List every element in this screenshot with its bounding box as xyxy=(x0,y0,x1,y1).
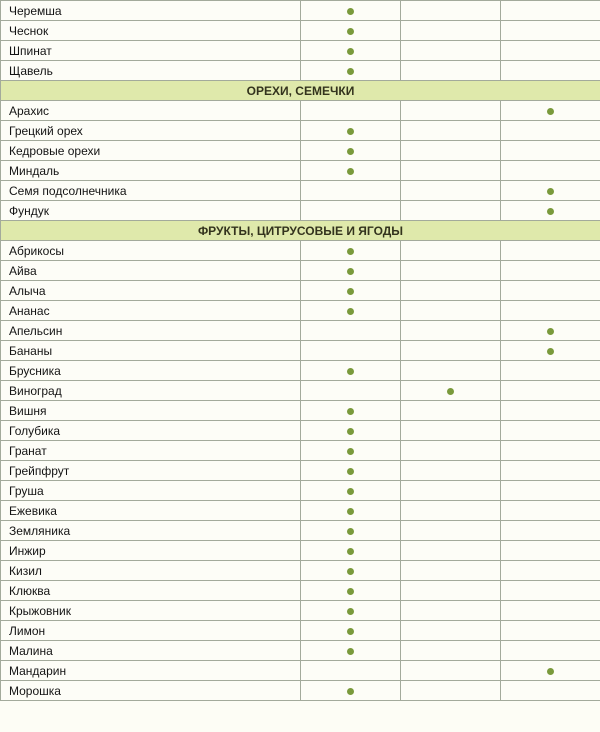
food-name: Земляника xyxy=(1,521,301,541)
food-table-body xyxy=(1,1,600,701)
table-row xyxy=(1,301,600,321)
food-name: Шпинат xyxy=(1,41,301,61)
table-row xyxy=(1,521,600,541)
dot-cell-2 xyxy=(401,321,501,341)
dot-cell-2 xyxy=(401,621,501,641)
dot-cell-3 xyxy=(501,41,600,61)
food-name: Алыча xyxy=(1,281,301,301)
table-row xyxy=(1,641,600,661)
dot-cell-3 xyxy=(501,241,600,261)
dot-icon xyxy=(547,328,554,335)
dot-cell-1 xyxy=(301,661,401,681)
dot-icon xyxy=(347,28,354,35)
dot-cell-2 xyxy=(401,121,501,141)
dot-cell-2 xyxy=(401,521,501,541)
dot-cell-2 xyxy=(401,401,501,421)
dot-cell-3 xyxy=(501,401,600,421)
dot-cell-1 xyxy=(301,121,401,141)
dot-icon xyxy=(347,288,354,295)
food-name: Лимон xyxy=(1,621,301,641)
dot-cell-2 xyxy=(401,541,501,561)
dot-cell-2 xyxy=(401,41,501,61)
table-row xyxy=(1,321,600,341)
dot-icon xyxy=(347,488,354,495)
dot-cell-2 xyxy=(401,261,501,281)
dot-cell-3 xyxy=(501,61,600,81)
dot-cell-3 xyxy=(501,121,600,141)
section-title: ОРЕХИ, СЕМЕЧКИ xyxy=(1,81,600,101)
dot-icon xyxy=(347,588,354,595)
dot-cell-2 xyxy=(401,141,501,161)
dot-icon xyxy=(547,668,554,675)
dot-cell-1 xyxy=(301,401,401,421)
dot-icon xyxy=(347,648,354,655)
food-name: Фундук xyxy=(1,201,301,221)
food-name: Кизил xyxy=(1,561,301,581)
table-row xyxy=(1,261,600,281)
dot-cell-3 xyxy=(501,421,600,441)
dot-icon xyxy=(347,448,354,455)
table-row xyxy=(1,541,600,561)
table-row xyxy=(1,281,600,301)
dot-cell-2 xyxy=(401,101,501,121)
food-name: Грейпфрут xyxy=(1,461,301,481)
dot-cell-2 xyxy=(401,241,501,261)
dot-cell-3 xyxy=(501,641,600,661)
food-name: Мандарин xyxy=(1,661,301,681)
table-row xyxy=(1,601,600,621)
table-row xyxy=(1,421,600,441)
dot-cell-2 xyxy=(401,1,501,21)
dot-icon xyxy=(347,608,354,615)
dot-cell-3 xyxy=(501,541,600,561)
dot-icon xyxy=(347,528,354,535)
table-row xyxy=(1,61,600,81)
dot-cell-2 xyxy=(401,461,501,481)
dot-cell-1 xyxy=(301,421,401,441)
dot-cell-1 xyxy=(301,101,401,121)
dot-cell-1 xyxy=(301,321,401,341)
dot-cell-1 xyxy=(301,361,401,381)
food-name: Инжир xyxy=(1,541,301,561)
food-name: Клюква xyxy=(1,581,301,601)
table-row xyxy=(1,661,600,681)
dot-cell-3 xyxy=(501,301,600,321)
dot-cell-3 xyxy=(501,521,600,541)
dot-icon xyxy=(347,408,354,415)
dot-cell-1 xyxy=(301,681,401,701)
table-row xyxy=(1,681,600,701)
dot-icon xyxy=(347,168,354,175)
table-row xyxy=(1,461,600,481)
dot-icon xyxy=(347,508,354,515)
dot-cell-2 xyxy=(401,301,501,321)
table-row xyxy=(1,501,600,521)
table-row xyxy=(1,41,600,61)
dot-cell-3 xyxy=(501,501,600,521)
dot-cell-1 xyxy=(301,381,401,401)
dot-cell-3 xyxy=(501,681,600,701)
dot-cell-1 xyxy=(301,641,401,661)
dot-icon xyxy=(547,348,554,355)
dot-cell-1 xyxy=(301,541,401,561)
dot-cell-2 xyxy=(401,561,501,581)
table-row xyxy=(1,361,600,381)
food-name: Виноград xyxy=(1,381,301,401)
dot-cell-1 xyxy=(301,601,401,621)
food-name: Груша xyxy=(1,481,301,501)
dot-cell-2 xyxy=(401,421,501,441)
food-name: Вишня xyxy=(1,401,301,421)
dot-cell-2 xyxy=(401,61,501,81)
dot-icon xyxy=(347,308,354,315)
food-name: Грецкий орех xyxy=(1,121,301,141)
dot-cell-1 xyxy=(301,621,401,641)
dot-cell-1 xyxy=(301,441,401,461)
food-name: Морошка xyxy=(1,681,301,701)
dot-cell-2 xyxy=(401,501,501,521)
food-name: Малина xyxy=(1,641,301,661)
dot-cell-2 xyxy=(401,181,501,201)
dot-cell-3 xyxy=(501,181,600,201)
table-row xyxy=(1,121,600,141)
section-header-row xyxy=(1,221,600,241)
dot-cell-3 xyxy=(501,261,600,281)
dot-icon xyxy=(347,48,354,55)
dot-cell-1 xyxy=(301,201,401,221)
dot-cell-2 xyxy=(401,21,501,41)
dot-cell-2 xyxy=(401,161,501,181)
dot-cell-1 xyxy=(301,281,401,301)
dot-icon xyxy=(347,68,354,75)
table-row xyxy=(1,241,600,261)
dot-cell-3 xyxy=(501,661,600,681)
dot-cell-2 xyxy=(401,661,501,681)
dot-icon xyxy=(347,548,354,555)
dot-cell-1 xyxy=(301,21,401,41)
dot-icon xyxy=(347,628,354,635)
dot-cell-3 xyxy=(501,381,600,401)
dot-cell-3 xyxy=(501,601,600,621)
dot-cell-3 xyxy=(501,21,600,41)
dot-cell-3 xyxy=(501,461,600,481)
food-name: Чеснок xyxy=(1,21,301,41)
dot-cell-1 xyxy=(301,181,401,201)
dot-cell-3 xyxy=(501,321,600,341)
table-row xyxy=(1,401,600,421)
dot-cell-2 xyxy=(401,381,501,401)
food-name: Крыжовник xyxy=(1,601,301,621)
food-name: Ежевика xyxy=(1,501,301,521)
dot-cell-1 xyxy=(301,261,401,281)
dot-icon xyxy=(347,568,354,575)
dot-cell-1 xyxy=(301,581,401,601)
dot-cell-1 xyxy=(301,241,401,261)
food-name: Голубика xyxy=(1,421,301,441)
dot-cell-1 xyxy=(301,141,401,161)
dot-cell-3 xyxy=(501,141,600,161)
dot-icon xyxy=(347,468,354,475)
dot-cell-1 xyxy=(301,301,401,321)
food-name: Черемша xyxy=(1,1,301,21)
dot-icon xyxy=(347,428,354,435)
dot-icon xyxy=(347,148,354,155)
dot-cell-2 xyxy=(401,361,501,381)
dot-cell-1 xyxy=(301,61,401,81)
table-row xyxy=(1,21,600,41)
food-name: Арахис xyxy=(1,101,301,121)
dot-icon xyxy=(347,368,354,375)
dot-icon xyxy=(547,208,554,215)
dot-cell-3 xyxy=(501,101,600,121)
dot-icon xyxy=(447,388,454,395)
dot-cell-3 xyxy=(501,481,600,501)
dot-icon xyxy=(347,268,354,275)
dot-cell-1 xyxy=(301,461,401,481)
table-row xyxy=(1,581,600,601)
table-row xyxy=(1,621,600,641)
food-name: Брусника xyxy=(1,361,301,381)
dot-cell-3 xyxy=(501,1,600,21)
food-name: Семя подсолнечника xyxy=(1,181,301,201)
dot-cell-1 xyxy=(301,561,401,581)
dot-cell-3 xyxy=(501,341,600,361)
dot-cell-3 xyxy=(501,281,600,301)
table-row xyxy=(1,481,600,501)
table-row xyxy=(1,101,600,121)
dot-icon xyxy=(547,188,554,195)
dot-cell-2 xyxy=(401,281,501,301)
food-name: Кедровые орехи xyxy=(1,141,301,161)
dot-cell-2 xyxy=(401,341,501,361)
dot-icon xyxy=(347,128,354,135)
section-header-row xyxy=(1,81,600,101)
dot-icon xyxy=(347,248,354,255)
dot-cell-1 xyxy=(301,41,401,61)
table-row xyxy=(1,441,600,461)
table-row xyxy=(1,561,600,581)
food-name: Щавель xyxy=(1,61,301,81)
table-row xyxy=(1,161,600,181)
food-name: Ананас xyxy=(1,301,301,321)
section-title: ФРУКТЫ, ЦИТРУСОВЫЕ И ЯГОДЫ xyxy=(1,221,600,241)
table-row xyxy=(1,141,600,161)
dot-cell-2 xyxy=(401,601,501,621)
dot-cell-1 xyxy=(301,341,401,361)
dot-cell-2 xyxy=(401,681,501,701)
dot-cell-2 xyxy=(401,581,501,601)
dot-icon xyxy=(347,8,354,15)
dot-cell-3 xyxy=(501,161,600,181)
dot-cell-1 xyxy=(301,521,401,541)
food-name: Апельсин xyxy=(1,321,301,341)
dot-cell-2 xyxy=(401,441,501,461)
table-row xyxy=(1,201,600,221)
dot-cell-3 xyxy=(501,621,600,641)
food-name: Айва xyxy=(1,261,301,281)
dot-cell-2 xyxy=(401,201,501,221)
dot-icon xyxy=(347,688,354,695)
table-row xyxy=(1,341,600,361)
table-row xyxy=(1,181,600,201)
table-row xyxy=(1,381,600,401)
food-name: Миндаль xyxy=(1,161,301,181)
food-name: Абрикосы xyxy=(1,241,301,261)
dot-cell-1 xyxy=(301,1,401,21)
dot-cell-3 xyxy=(501,561,600,581)
food-name: Гранат xyxy=(1,441,301,461)
dot-cell-3 xyxy=(501,441,600,461)
dot-cell-1 xyxy=(301,501,401,521)
dot-cell-2 xyxy=(401,641,501,661)
dot-cell-1 xyxy=(301,481,401,501)
dot-cell-3 xyxy=(501,581,600,601)
dot-cell-3 xyxy=(501,201,600,221)
dot-cell-2 xyxy=(401,481,501,501)
table-row xyxy=(1,1,600,21)
dot-cell-3 xyxy=(501,361,600,381)
dot-icon xyxy=(547,108,554,115)
dot-cell-1 xyxy=(301,161,401,181)
food-name: Бананы xyxy=(1,341,301,361)
